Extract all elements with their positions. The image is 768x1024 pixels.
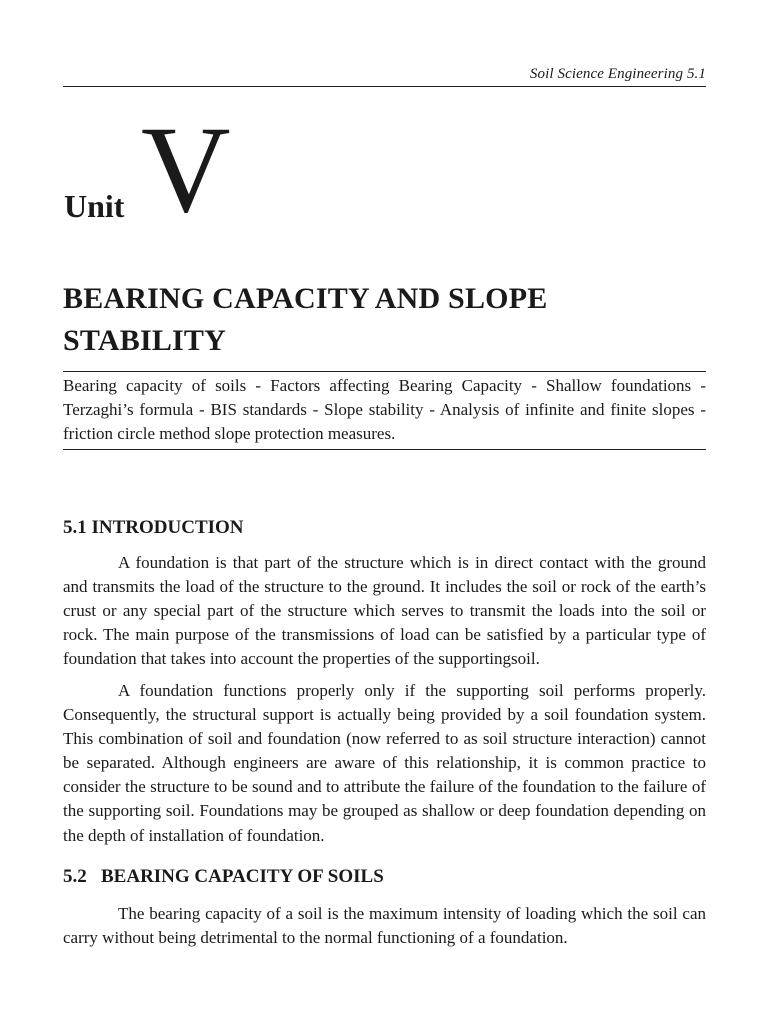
- chapter-title: BEARING CAPACITY AND SLOPE STABILITY: [63, 282, 548, 357]
- document-page: [63, 0, 706, 1024]
- running-header: Soil Science Engineering 5.1: [529, 66, 706, 82]
- unit-numeral: V: [141, 101, 231, 238]
- section-heading-introduction: 5.1 INTRODUCTION: [63, 517, 244, 538]
- header-rule: [63, 86, 706, 87]
- paragraph: The bearing capacity of a soil is the maximum intensity of loading which the soil can carry without being detrimental to the normal functioning of a foundation.: [63, 904, 706, 948]
- section-heading-bearing-capacity: 5.2 BEARING CAPACITY OF SOILS: [63, 866, 384, 887]
- paragraph: A foundation is that part of the structure which is in direct contact with the ground and transmits the load of the structure to the ground. It includes the soil or rock of the earth’s crust or any special part of the structure which serves to transmit the loads into the soil or rock. The main purpose of the transmissions of load can be satisfied by a particular type of foundation that takes into account the properties of the supportingsoil.: [63, 553, 706, 669]
- paragraph: A foundation functions properly only if the supporting soil performs properly. Consequently, the structural support is actually being provided by a soil foundation system. This combination of soil and foundation (now referred to as soil structure interaction) cannot be separated. Although engineers are aware of this relationship, it is common practice to consider the structure to be sound and to attribute the failure of the foundation to the failure of the supporting soil. Foundations may be grouped as shallow or deep foundation depending on the depth of installation of foundation.: [63, 681, 706, 845]
- syllabus-summary: Bearing capacity of soils - Factors affecting Bearing Capacity - Shallow foundations - Terzaghi’s formula - BIS standards - Slope stability - Analysis of infinite and finite slopes - friction circle method slope protection measures.: [63, 371, 706, 450]
- unit-word: Unit: [64, 188, 125, 224]
